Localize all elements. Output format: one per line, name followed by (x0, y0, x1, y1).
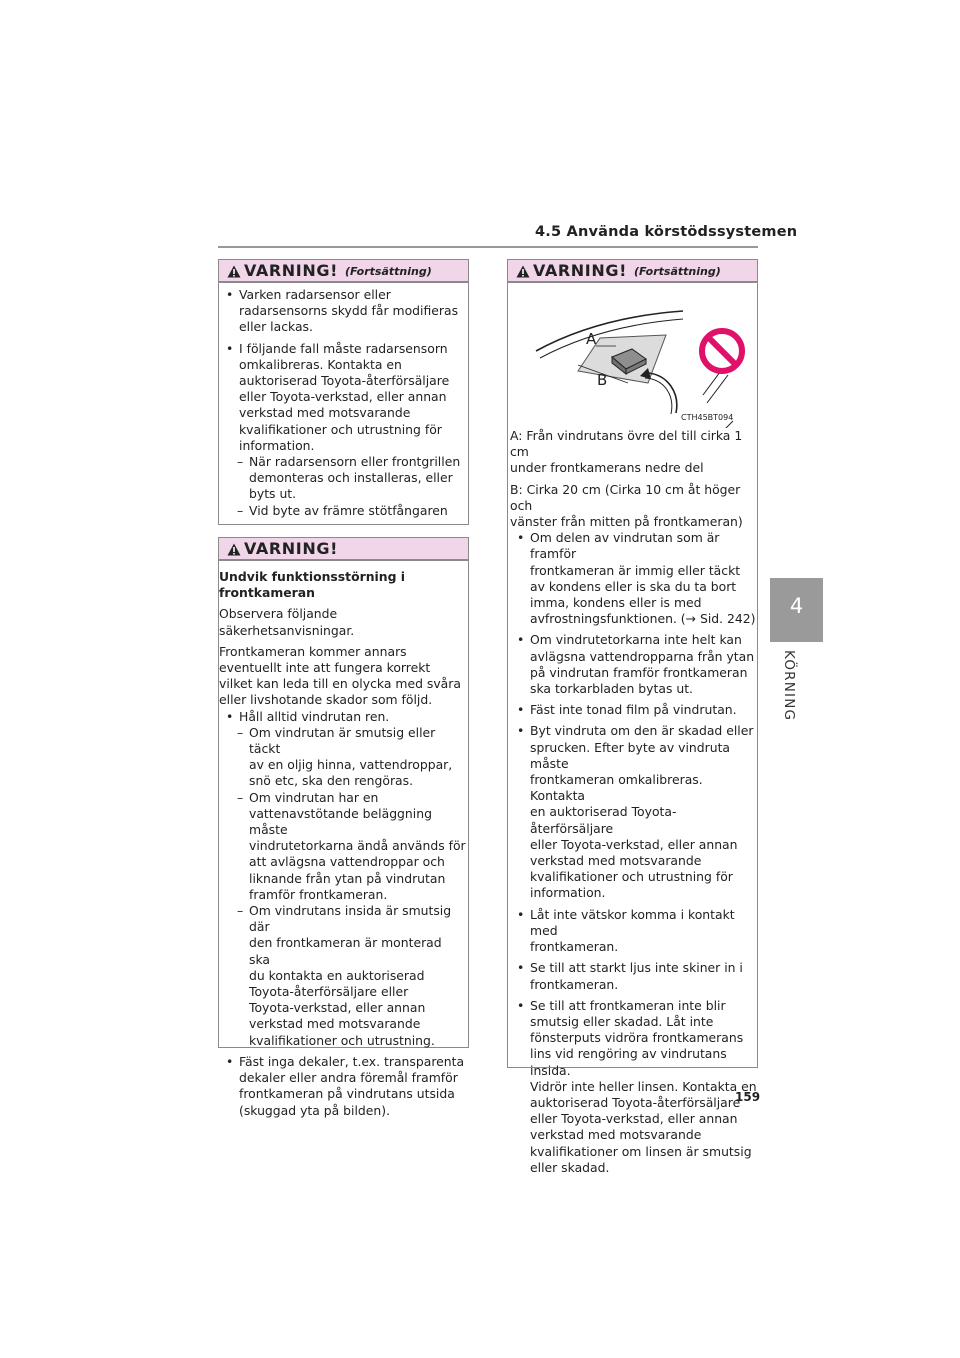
warning-subtitle: (Fortsättning) (633, 265, 721, 278)
sub-list-item: – Vid byte av främre stötfångaren (219, 503, 462, 519)
list-item: • Håll alltid vindrutan ren. (219, 709, 466, 725)
warning-body (508, 428, 757, 1176)
page-number: 159 (735, 1090, 761, 1104)
warning-header (219, 260, 468, 283)
warning-header (508, 260, 757, 283)
list-item: • I följande fall måste radarsensorn omkalibreras. Kontakta en auktoriserad Toyota-återförsäljare eller Toyota-verkstad, eller annan verkstad med motsvarande kvalifikationer och utrustning för information. (219, 341, 462, 454)
warning-title: VARNING! (244, 539, 338, 558)
list-item: • Se till att starkt ljus inte skiner in i frontkameran. (510, 960, 757, 992)
list-item: • Fäst inga dekaler, t.ex. transparenta dekaler eller andra föremål framför frontkameran på vindrutans utsida (skuggad yta på bilden). (219, 1054, 466, 1119)
label-a: A (586, 330, 597, 348)
illustration-drawing (508, 283, 757, 428)
list-item: • Låt inte vätskor komma i kontakt med frontkameran. (510, 907, 757, 956)
list-item: • Om vindrutetorkarna inte helt kan avlägsna vattendropparna från ytan på vindrutan framför frontkameran ska torkarbladen bytas ut. (510, 632, 757, 697)
sub-list-item: – När radarsensorn eller frontgrillen demonteras och installeras, eller byts ut. (219, 454, 462, 503)
warning-triangle-icon (227, 265, 241, 278)
description-a: A: Från vindrutans övre del till cirka 1 cm under frontkamerans nedre del (510, 428, 743, 476)
warning-triangle-icon (227, 543, 241, 556)
warning-title: VARNING! (533, 261, 627, 280)
list-item: • Se till att frontkameran inte blir smutsig eller skadad. Låt inte fönsterputs vidröra frontkamerans lins vid rengöring av vindrutans insida. Vidrör inte heller linsen. Kontakta en auktoriserad Toyota-återförsäljare eller Toyota-verkstad, eller annan verkstad med motsvarande kvalifikationer om linsen är smutsig eller skadad. (510, 998, 757, 1176)
warning-heading: Undvik funktionsstörning i frontkameran (219, 569, 406, 601)
list-item: • Om delen av vindrutan som är framför frontkameran är immig eller täckt av kondens eller is ska du ta bort imma, kondens eller is med avfrostningsfunktionen. (→ Sid. 242) (510, 530, 757, 627)
label-b: B (597, 371, 608, 389)
warning-subtitle: (Fortsättning) (344, 265, 432, 278)
sub-list-item: – Om vindrutan är smutsig eller täckt av en oljig hinna, vattendroppar, snö etc, ska den rengöras. (219, 725, 466, 790)
illustration-code: CTH45BT094 (681, 413, 734, 422)
warning-triangle-icon (516, 265, 530, 278)
warning-title: VARNING! (244, 261, 338, 280)
chapter-tab (770, 578, 823, 642)
warning-body (219, 561, 468, 1119)
description-b: B: Cirka 20 cm (Cirka 10 cm åt höger och vänster från mitten på frontkameran) (510, 481, 743, 530)
sub-list-item: – Om vindrutan har en vattenavstötande beläggning måste vindrutetorkarna ändå används för att avlägsna vattendroppar och liknande från ytan på vindrutan framför frontkameran. (219, 790, 466, 903)
list-item: • Byt vindruta om den är skadad eller sprucken. Efter byte av vindruta måste frontkameran omkalibreras. Kontakta en auktoriserad Toyota-återförsäljare eller Toyota-verkstad, eller annan verkstad med motsvarande kvalifikationer och utrustning för information. (510, 723, 757, 901)
paragraph: Observera följande säkerhetsanvisningar. (219, 606, 355, 638)
warning-body (219, 283, 468, 519)
paragraph: Frontkameran kommer annars eventuellt inte att fungera korrekt vilket kan leda till en olycka med svåra eller livshotande skador som följd. (219, 643, 461, 708)
list-item: • Varken radarsensor eller radarsensorns skydd får modifieras eller lackas. (219, 287, 462, 336)
chapter-label: KÖRNING (781, 650, 797, 722)
warning-box-camera (218, 537, 469, 1118)
chapter-number: 4 (789, 594, 804, 618)
list-item: • Fäst inte tonad film på vindrutan. (510, 702, 757, 718)
section-header: 4.5 Använda körstödssystemen (535, 224, 798, 240)
windshield-camera-illustration (508, 283, 757, 428)
warning-header (219, 538, 468, 561)
header-divider (218, 246, 758, 248)
sub-list-item: – Om vindrutans insida är smutsig där den frontkameran är monterad ska du kontakta en auktoriserad Toyota-återförsäljare eller Toyota-verkstad, eller annan verkstad med motsvarande kvalifikationer och utrustning. (219, 903, 466, 1049)
warning-box-radar (218, 259, 469, 525)
